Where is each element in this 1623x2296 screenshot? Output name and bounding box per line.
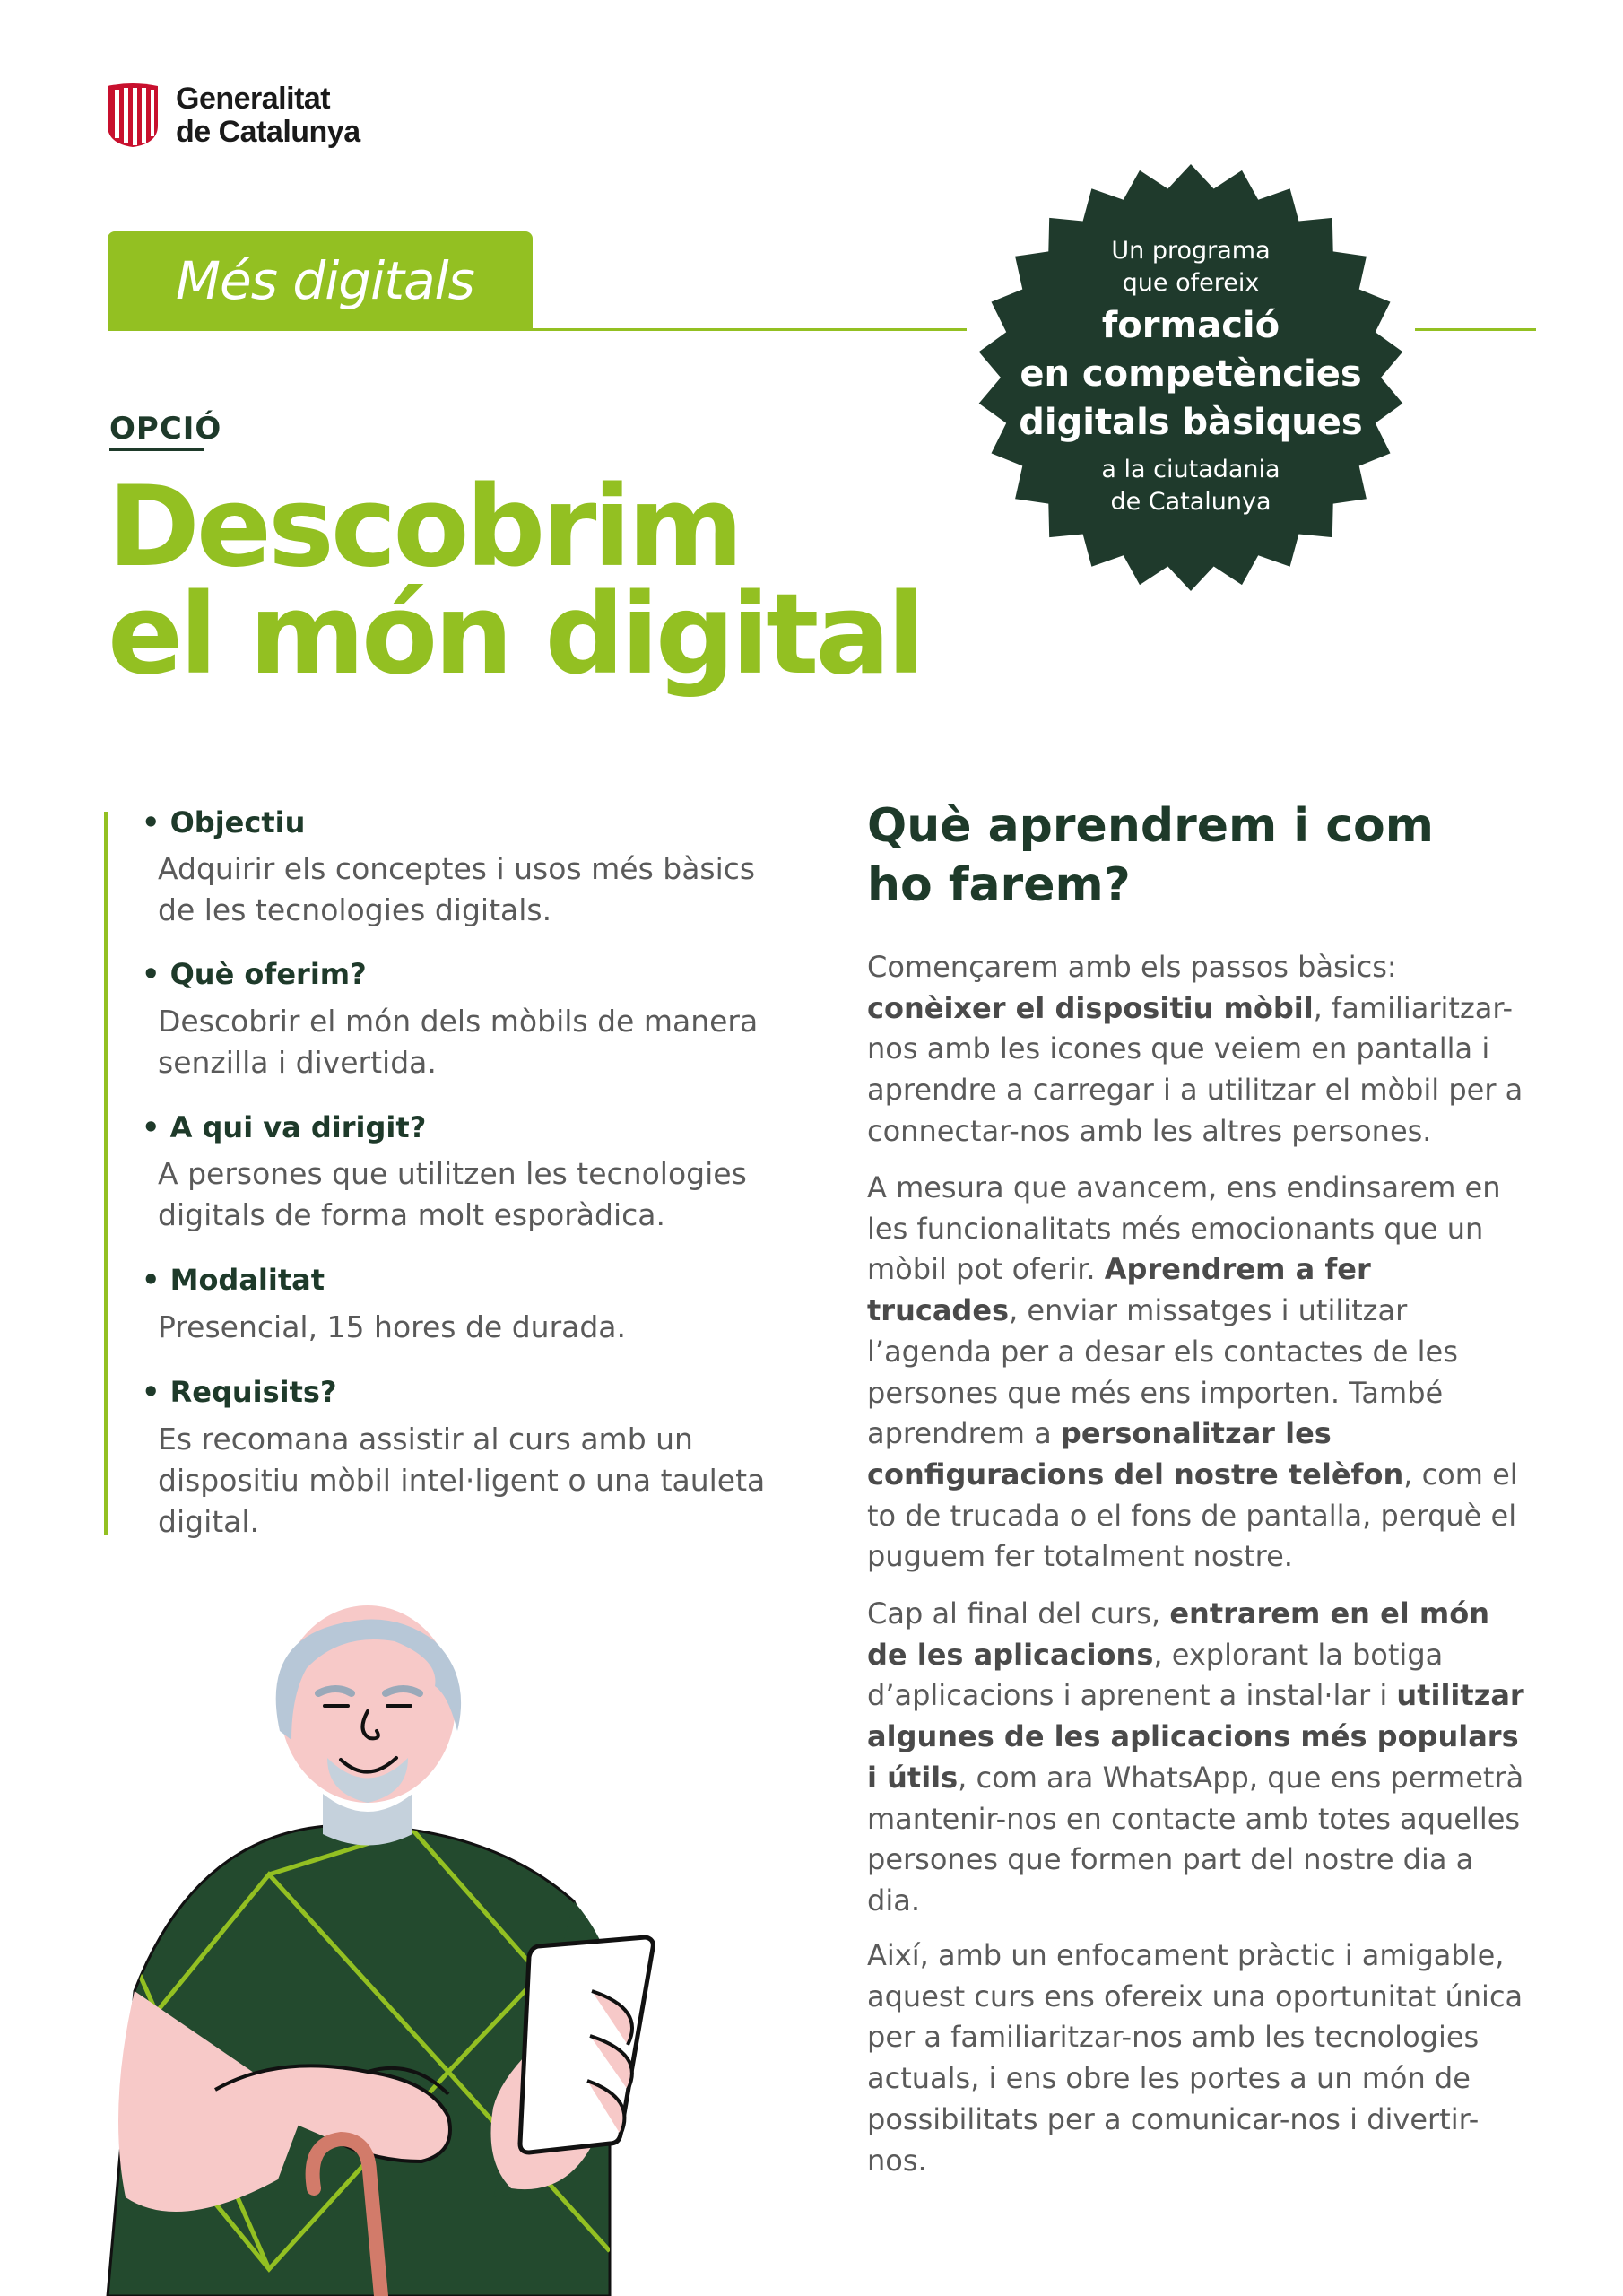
detail-body-offer: Descobrir el món dels mòbils de manera senzilla i divertida.	[158, 1004, 759, 1080]
badge-line-4: de Catalunya	[1110, 488, 1271, 516]
badge-line-3: a la ciutadania	[1101, 456, 1280, 483]
detail-heading-objective: • Objectiu	[142, 805, 306, 839]
emphasis-text: Aprendrem a fer trucades	[867, 1252, 1371, 1328]
logo-line-1: Generalitat	[176, 82, 331, 116]
logo-line-2: de Catalunya	[176, 115, 360, 149]
body-text: , com ara WhatsApp, que ens permetrà mantenir-nos en contacte amb totes aquelles persones que formen part del nostre dia a dia.	[867, 1760, 1524, 1918]
elderly-man-with-phone-illustration	[72, 1605, 717, 2296]
paragraph-2	[867, 1168, 1531, 1578]
badge-bold-3: digitals bàsiques	[1019, 402, 1363, 443]
emphasis-text: utilitzar algunes de les aplicacions més populars i útils	[867, 1678, 1524, 1795]
detail-heading-audience: • A qui va dirigit?	[142, 1110, 427, 1144]
body-text: Així, amb un enfocament pràctic i amigable, aquest curs ens ofereix una oportunitat única per a familiaritzar-nos amb les tecnologies actuals, i ens obre les portes a un món de possibilitats per a comunicar-nos i divertir-nos.	[867, 1938, 1523, 2178]
emphasis-text: entrarem en el món de les aplicacions	[867, 1596, 1489, 1672]
badge-bold-2: en competències	[1020, 353, 1362, 395]
detail-body-modality: Presencial, 15 hores de durada.	[158, 1309, 627, 1344]
detail-heading-modality: • Modalitat	[142, 1263, 325, 1297]
section-title: Què aprendrem i com ho farem?	[867, 799, 1434, 912]
body-text: A mesura que avancem, ens endinsarem en les funcionalitats més emocionants que un mòbil pot oferir.	[867, 1170, 1501, 1287]
option-label: OPCIÓ	[109, 411, 222, 447]
paragraph-3	[867, 1594, 1531, 1922]
detail-heading-requirements: • Requisits?	[142, 1375, 337, 1409]
page-title-line-2: el món digital	[108, 570, 922, 700]
detail-body-requirements: Es recomana assistir al curs amb un dispositiu mòbil intel·ligent o una tauleta digital.	[158, 1422, 766, 1539]
badge-line-2: que ofereix	[1122, 269, 1260, 297]
detail-body-objective: Adquirir els conceptes i usos més bàsics de les tecnologies digitals.	[158, 851, 756, 927]
paragraph-1	[867, 947, 1531, 1152]
body-text: Cap al final del curs,	[867, 1596, 1170, 1631]
page-title-line-1: Descobrim	[108, 463, 741, 592]
body-text: Començarem amb els passos bàsics:	[867, 950, 1397, 984]
detail-heading-offer: • Què oferim?	[142, 957, 367, 991]
paragraph-4	[867, 1935, 1531, 2181]
banner-rule-left	[108, 328, 967, 331]
badge-line-1: Un programa	[1111, 237, 1271, 265]
page-title	[108, 463, 922, 700]
detail-body-audience: A persones que utilitzen les tecnologies digitals de forma molt esporàdica.	[158, 1156, 747, 1232]
body-text: , com el to de trucada o el fons de pantalla, perquè el puguem fer totalment nostre.	[867, 1457, 1518, 1574]
body-text: , familiaritzar-nos amb les icones que veiem en pantalla i aprendre a carregar i a utilitzar el mòbil per a connectar-nos amb les altres persones.	[867, 990, 1523, 1148]
program-badge	[976, 158, 1406, 597]
logo-wordmark	[176, 83, 360, 149]
body-text: , enviar missatges i utilitzar l’agenda per a desar els contactes de les persones que més ens importen. També aprendrem a	[867, 1293, 1458, 1451]
body-text: , explorant la botiga d’aplicacions i aprenent a instal·lar i	[867, 1637, 1444, 1713]
program-banner-label: Més digitals	[176, 250, 474, 311]
option-underline	[109, 448, 204, 451]
badge-bold-1: formació	[1101, 305, 1280, 346]
banner-rule-right	[1415, 328, 1536, 331]
emphasis-text: personalitzar les configuracions del nostre telèfon	[867, 1416, 1404, 1492]
details-accent-bar	[104, 812, 108, 1535]
emphasis-text: conèixer el dispositiu mòbil	[867, 990, 1314, 1025]
